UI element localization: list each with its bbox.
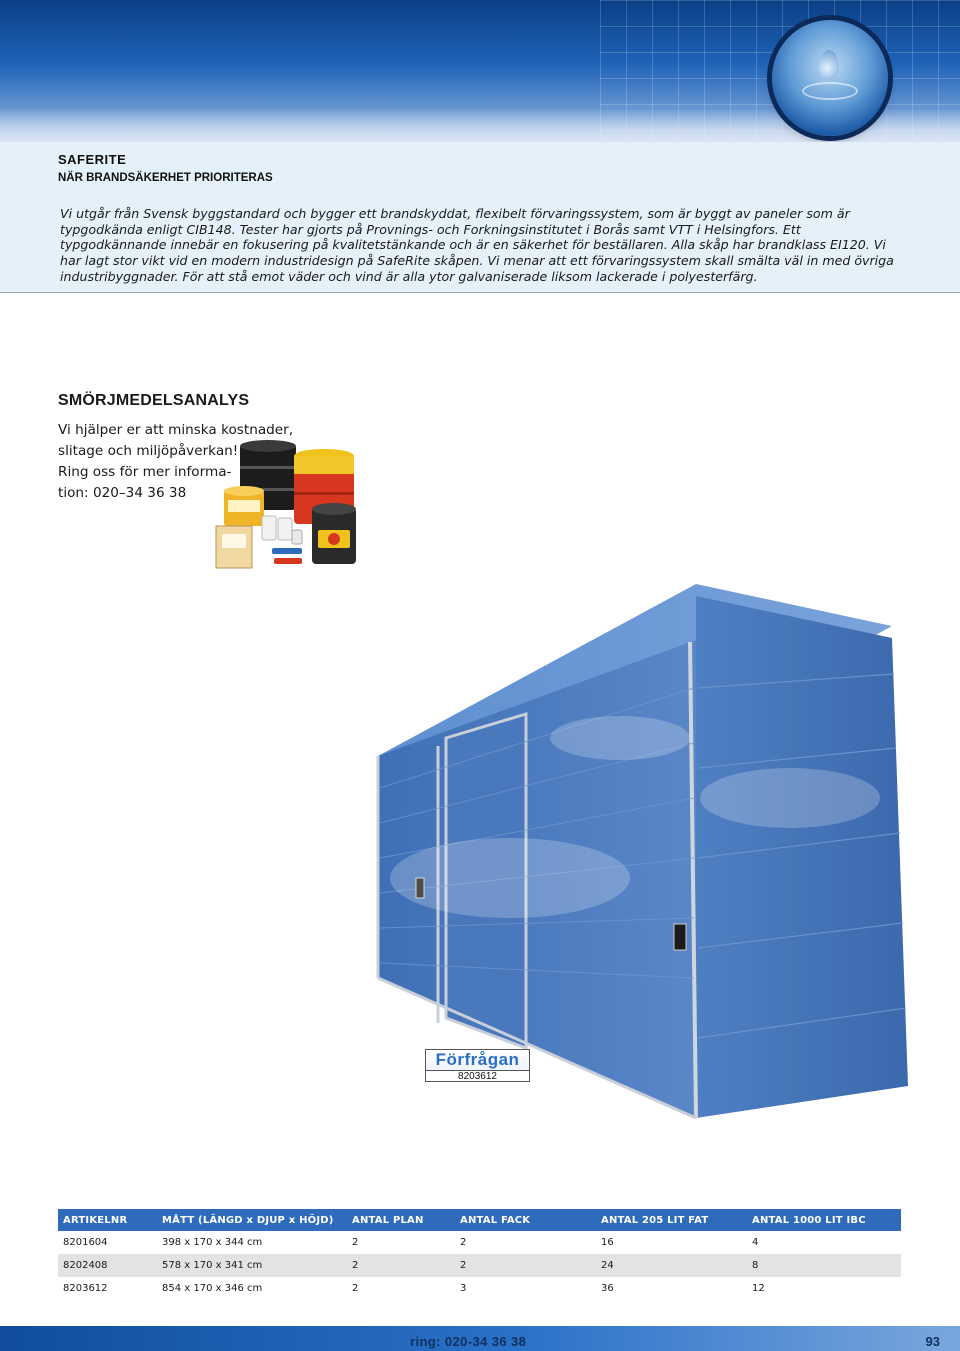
- request-label: Förfrågan: [426, 1050, 529, 1070]
- cell-1000-ibc: 8: [747, 1254, 901, 1277]
- page-footer: [0, 1326, 960, 1351]
- sample-tubes-icon: [272, 548, 302, 564]
- cell-1000-ibc: 4: [752, 1237, 759, 1248]
- cell-levels: 2: [352, 1237, 359, 1248]
- lubrication-line: Ring oss för mer informa-: [58, 464, 232, 480]
- col-levels: ANTAL PLAN: [347, 1209, 455, 1231]
- shed-side-face: [696, 596, 908, 1118]
- col-article: ARTIKELNR: [58, 1209, 157, 1231]
- cell-compartments: 2: [460, 1237, 467, 1248]
- cell-compartments: 3: [460, 1283, 467, 1294]
- cell-levels: 2: [347, 1254, 455, 1277]
- yellow-pail-icon: [224, 486, 264, 526]
- request-article-code: 8203612: [426, 1070, 529, 1082]
- lubrication-line: Vi hjälper er att minska kostnader,: [58, 422, 294, 438]
- spec-table: [58, 1209, 901, 1300]
- cell-article: 8202408: [58, 1254, 157, 1277]
- cell-dimensions: 854 x 170 x 346 cm: [162, 1283, 263, 1294]
- drop-icon: [819, 50, 839, 80]
- intro-paragraph: Vi utgår från Svensk byggstandard och bygger ett brandskyddat, flexibelt förvaringssystem, som är byggt av paneler som är typgodkända enligt CIB148. Tester har gjorts på Provnings- och Forkningsinstitutet i Borås samt VTT i Helsingfors. Ett typgodkännande innebär en fokusering på kvalitetstänkande och är en säkerhet för beställaren. Alla skåp har brandklass EI120. Vi har lagt stor vikt vid en modern industridesign på SafeRite skåpen. Vi menar att ett förvaringssystem skall smälta väl in med övriga industribyggnader. För att stå emot väder och vind är alla ytor galvaniserade liksom lackerade i polyesterfärg.: [60, 206, 894, 284]
- table-row: [58, 1231, 901, 1254]
- cell-article: 8201604: [63, 1237, 108, 1248]
- lubrication-line: slitage och miljöpåverkan!: [58, 443, 239, 459]
- cell-dimensions: 398 x 170 x 344 cm: [162, 1237, 263, 1248]
- cell-compartments: 2: [455, 1254, 596, 1277]
- lubricant-products-image: [212, 438, 362, 572]
- header-banner: [0, 0, 960, 142]
- cell-205-drums: 24: [596, 1254, 747, 1277]
- request-badge[interactable]: [425, 1049, 530, 1082]
- lubrication-line: tion: 020–34 36 38: [58, 485, 187, 501]
- lubrication-title: SMÖRJMEDELSANALYS: [58, 392, 250, 409]
- brand-subtitle: NÄR BRANDSÄKERHET PRIORITERAS: [58, 172, 273, 184]
- ripple-icon: [802, 82, 858, 100]
- col-compartments: ANTAL FACK: [455, 1209, 596, 1231]
- footer-phone: ring: 020-34 36 38: [410, 1334, 527, 1349]
- page-number: 93: [925, 1334, 940, 1349]
- table-row: [58, 1254, 901, 1277]
- door-handle-icon: [674, 924, 686, 950]
- table-row: [58, 1277, 901, 1300]
- col-dimensions: MÅTT (LÄNGD x DJUP x HÖJD): [157, 1209, 347, 1231]
- col-205-drums: ANTAL 205 LIT FAT: [596, 1209, 747, 1231]
- cell-article: 8203612: [63, 1283, 108, 1294]
- cell-205-drums: 16: [601, 1237, 614, 1248]
- table-header-row: [58, 1209, 901, 1231]
- cell-dimensions: 578 x 170 x 341 cm: [157, 1254, 347, 1277]
- water-drop-logo-icon: [772, 20, 888, 136]
- col-1000-ibc: ANTAL 1000 LIT IBC: [747, 1209, 901, 1231]
- sample-kit-icon: [216, 526, 252, 568]
- cell-205-drums: 36: [601, 1283, 614, 1294]
- black-pail-icon: [312, 503, 356, 564]
- cell-1000-ibc: 12: [752, 1283, 765, 1294]
- brand-title: SAFERITE: [58, 152, 127, 167]
- storage-shed-image: [360, 578, 920, 1123]
- cell-levels: 2: [352, 1283, 359, 1294]
